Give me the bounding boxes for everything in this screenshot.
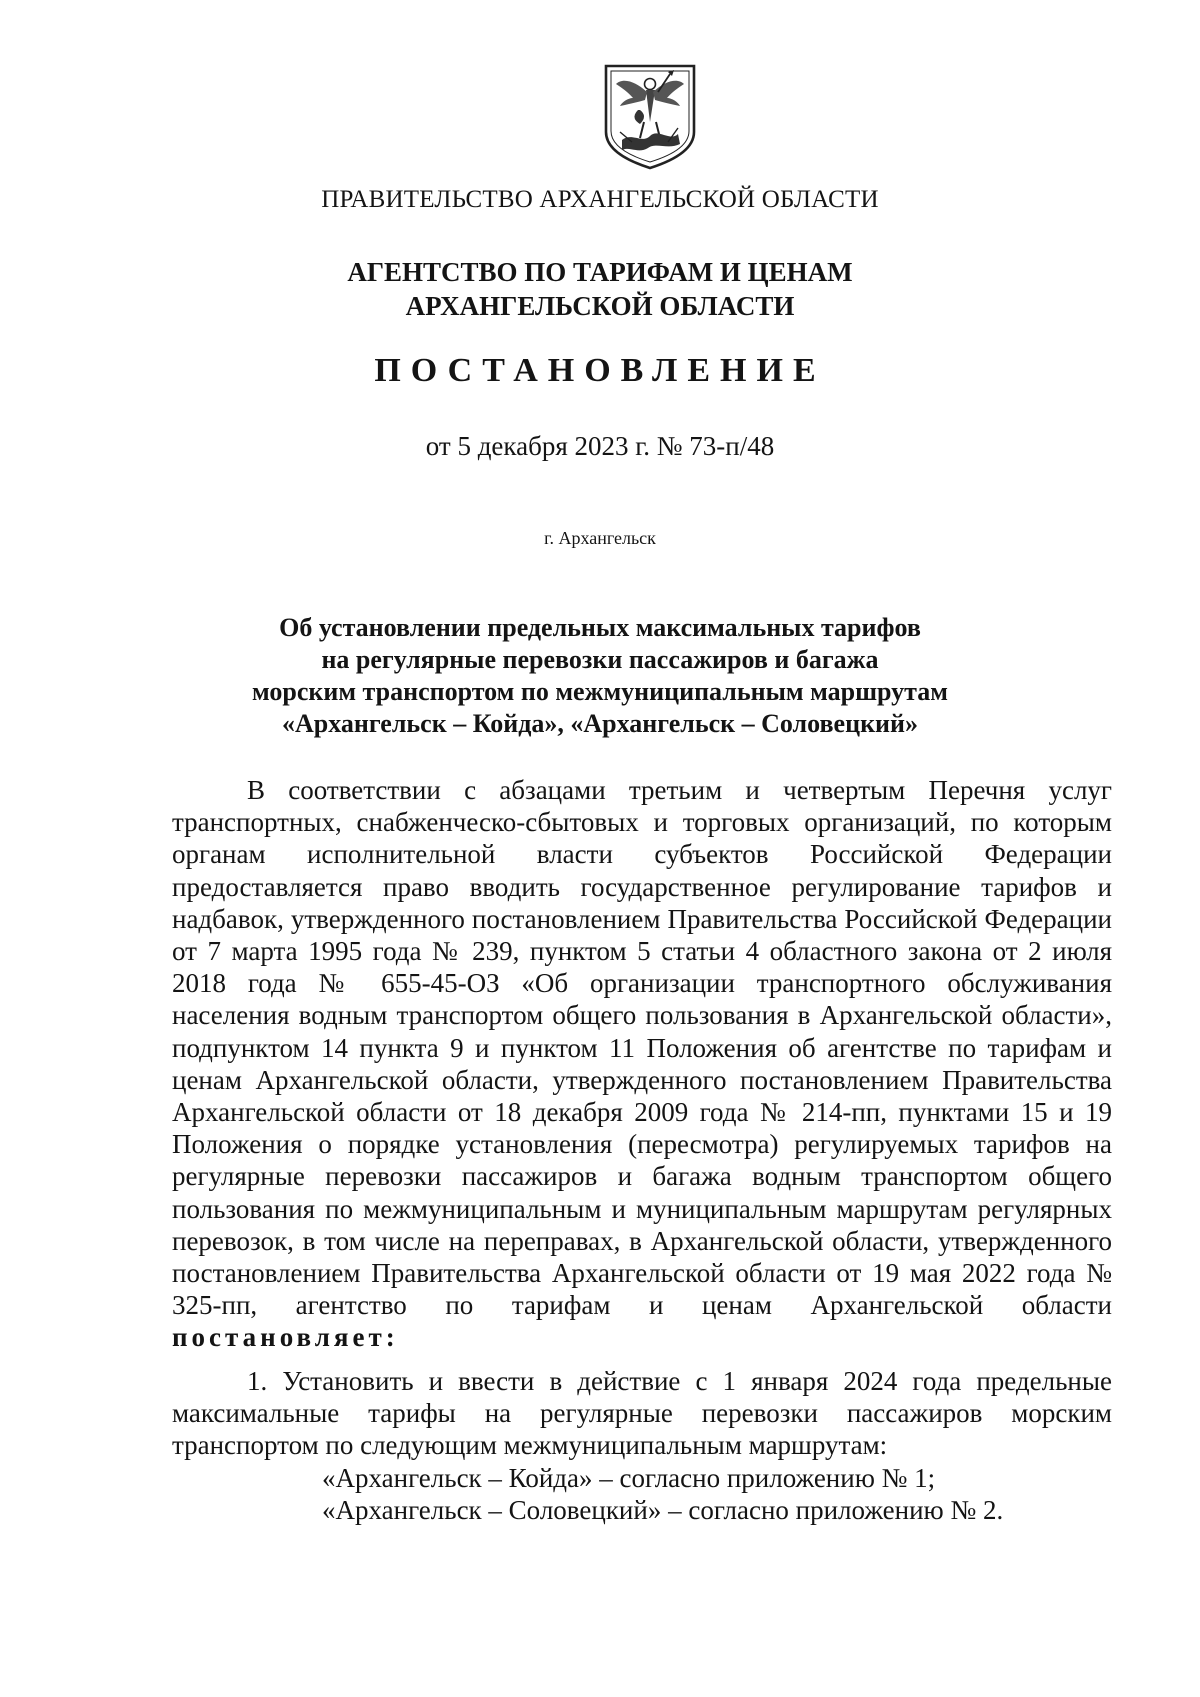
agency-name-line-1: АГЕНТСТВО ПО ТАРИФАМ И ЦЕНАМ [347, 257, 853, 287]
document-city: г. Архангельск [544, 528, 656, 548]
document-type: ПОСТАНОВЛЕНИЕ [374, 352, 826, 389]
resolution-item-1-text: 1. Установить и ввести в действие с 1 января 2024 года предельные максимальные тарифы на регулярные перевозки пассажиров морским транспортом по следующим межмуниципальным маршрутам: [172, 1366, 1112, 1461]
document-date-number: от 5 декабря 2023 г. № 73-п/48 [425, 431, 775, 461]
resolution-item-1 [172, 1365, 1112, 1526]
document-title-line-1: Об установлении предельных максимальных тарифов [279, 613, 921, 642]
document-title [0, 612, 1200, 740]
preamble-paragraph [172, 774, 1112, 1354]
government-name: ПРАВИТЕЛЬСТВО АРХАНГЕЛЬСКОЙ ОБЛАСТИ [321, 186, 879, 213]
document-title-line-4: «Архангельск – Койда», «Архангельск – Соловецкий» [281, 709, 919, 738]
agency-name-line-2: АРХАНГЕЛЬСКОЙ ОБЛАСТИ [405, 291, 795, 321]
agency-name [0, 255, 1200, 323]
resolves-word: постановляет: [172, 1322, 399, 1353]
document-title-line-3: морским транспортом по межмуниципальным маршрутам [252, 677, 948, 706]
preamble-text: В соответствии с абзацами третьим и четвертым Перечня услуг транспортных, снабженческо-сбытовых и торговых организаций, по которым органам исполнительной власти субъектов Российской Федерации предоставляется право вводить государственное регулирование тарифов и надбавок, утвержденного постановлением Правительства Российской Федерации от 7 марта 1995 года № 239, пунктом 5 статьи 4 областного закона от 2 июля 2018 года № 655-45-ОЗ «Об организации транспортного обслуживания населения водным транспортом общего пользования в Архангельской области», подпунктом 14 пункта 9 и пунктом 11 Положения об агентстве по тарифам и ценам Архангельской области, утвержденного постановлением Правительства Архангельской области от 18 декабря 2009 года № 214-пп, пунктами 15 и 19 Положения о порядке установления (пересмотра) регулируемых тарифов на регулярные перевозки пассажиров и багажа водным транспортом общего пользования по межмуниципальным и муниципальным маршрутам регулярных перевозок, в том числе на переправах, в Архангельской области, утвержденного постановлением Правительства Архангельской области от 19 мая 2022 года № 325-пп, агентство по тарифам и ценам Архангельской области [172, 775, 1112, 1321]
arkhangelsk-coat-of-arms-icon [600, 62, 700, 170]
route-solovetsky: «Архангельск – Соловецкий» – согласно приложению № 2. [322, 1494, 1004, 1525]
document-title-line-2: на регулярные перевозки пассажиров и багажа [321, 645, 879, 674]
route-koyda: «Архангельск – Койда» – согласно приложению № 1; [322, 1462, 936, 1493]
